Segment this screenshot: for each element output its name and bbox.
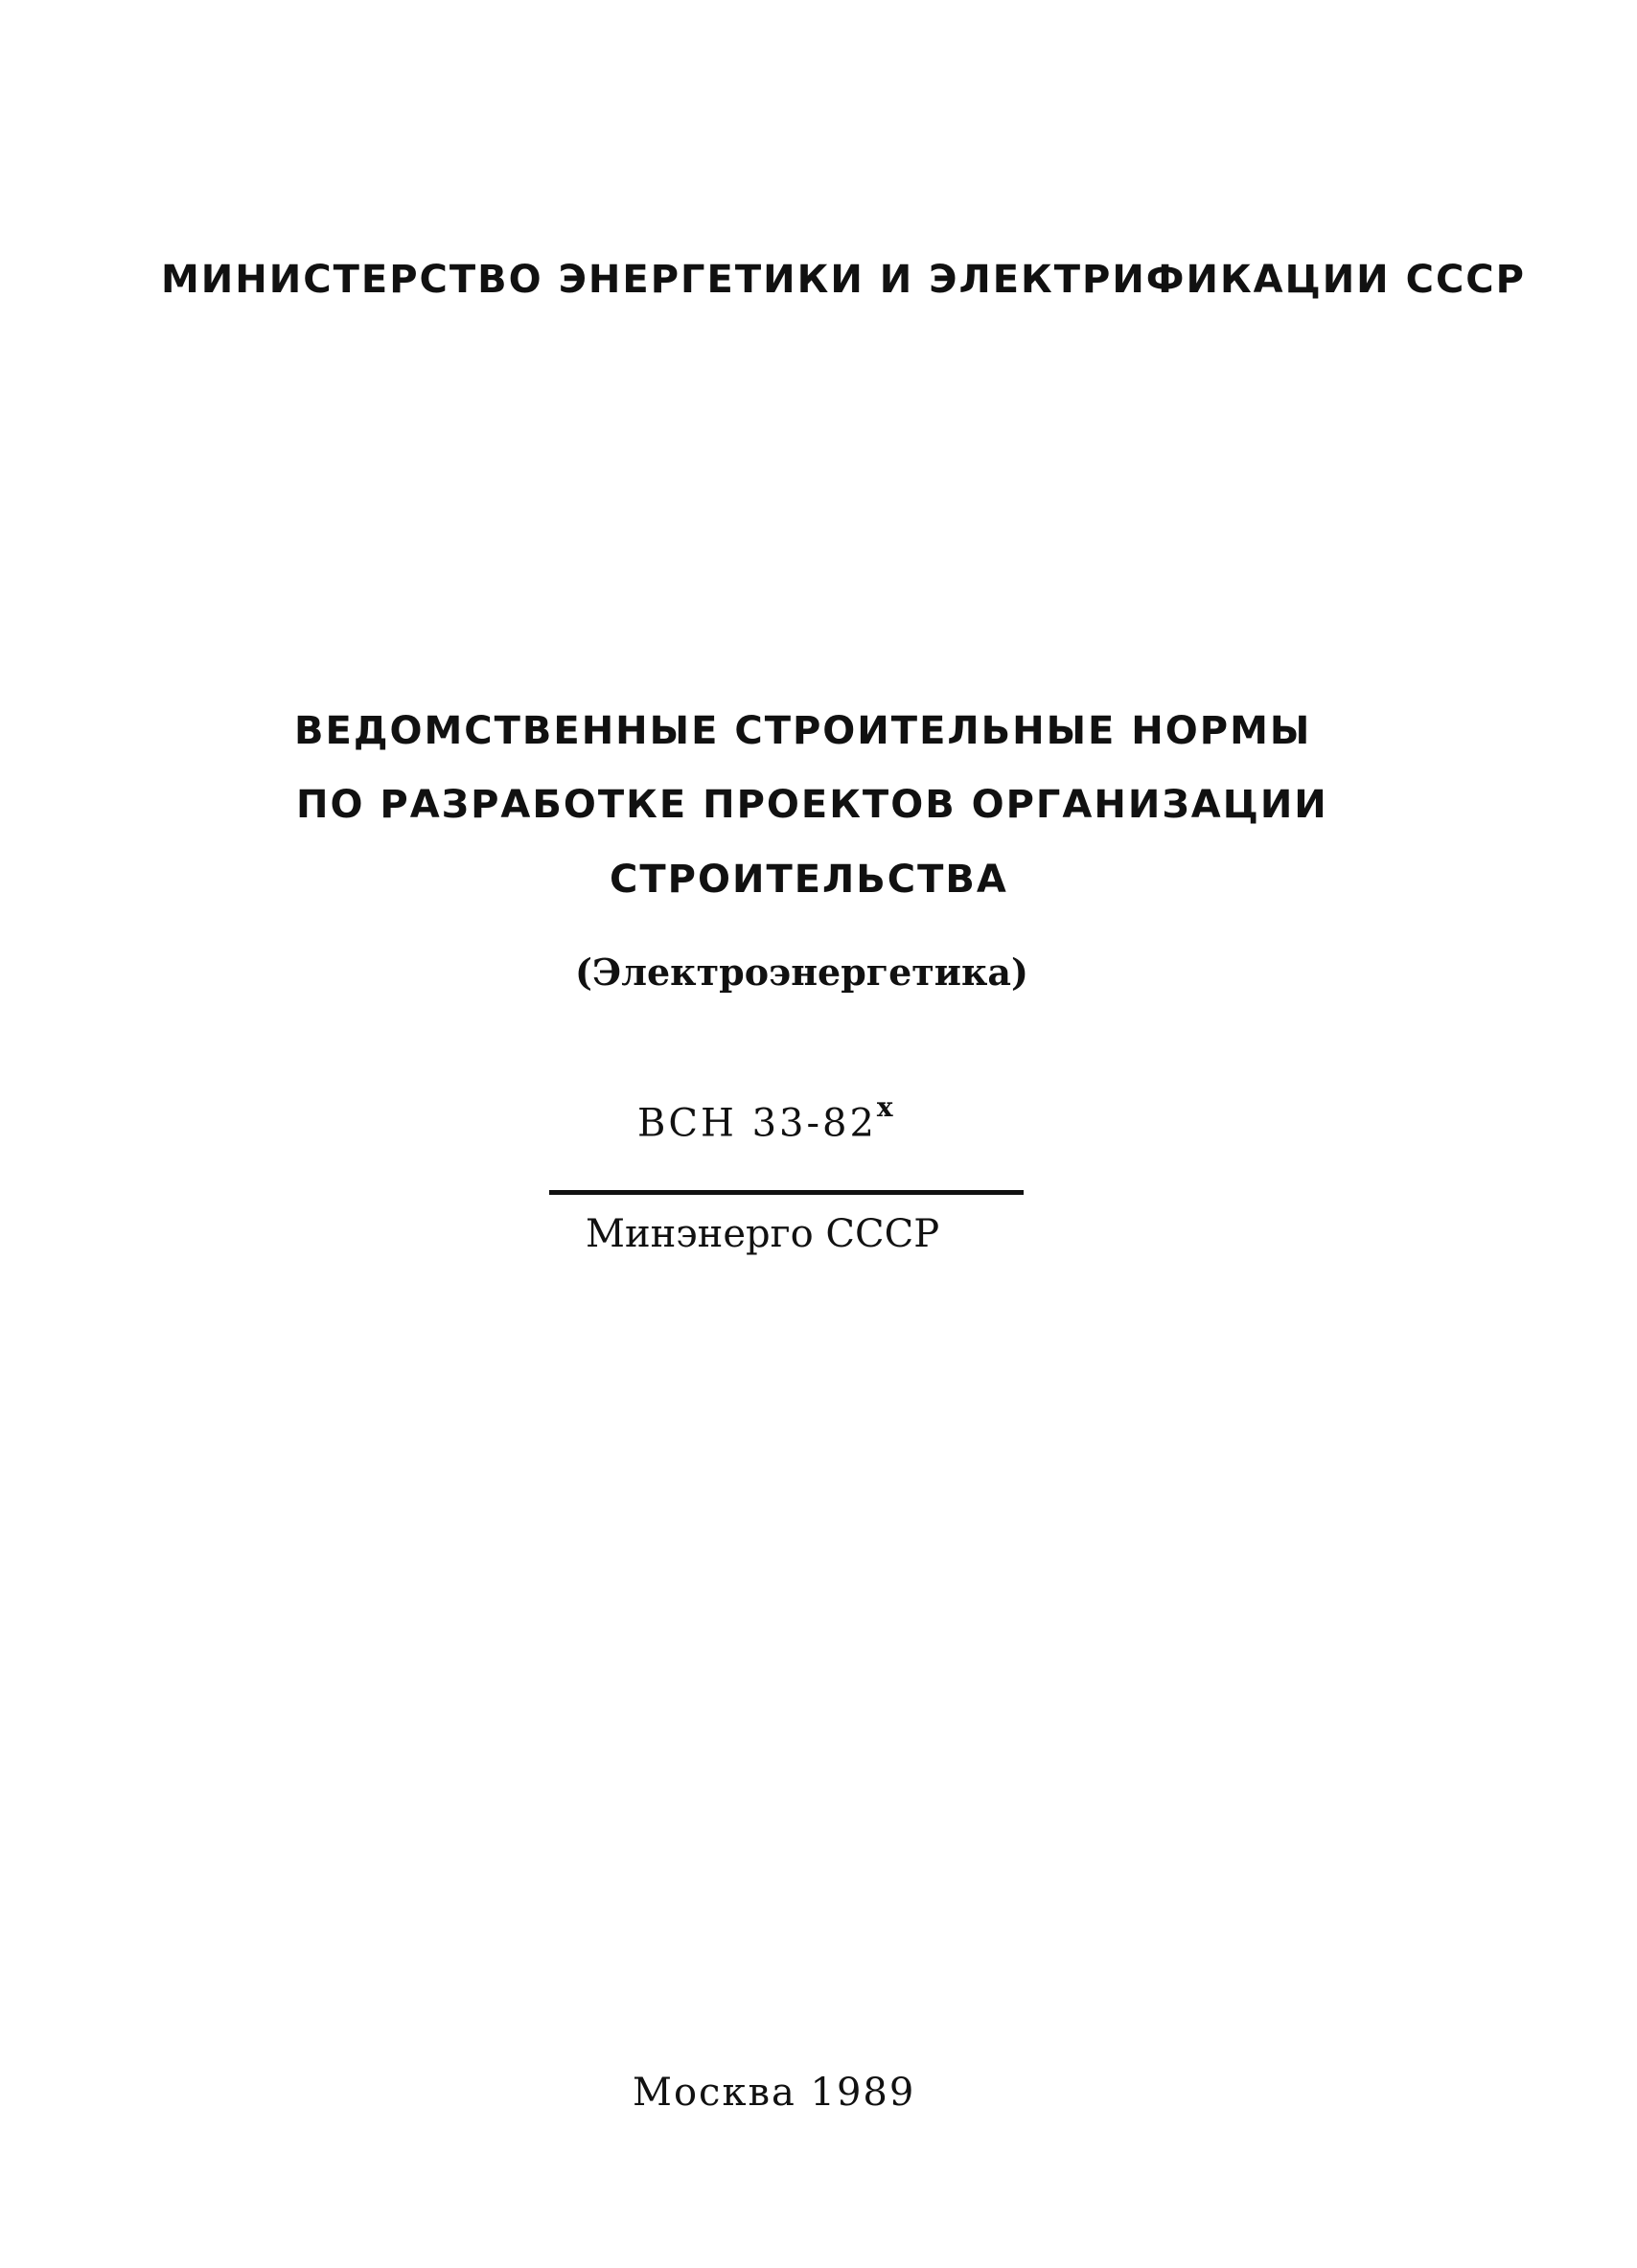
document-title-line-3: СТРОИТЕЛЬСТВА bbox=[610, 858, 1008, 902]
document-code bbox=[637, 1091, 893, 1146]
document-code-mark: x bbox=[876, 1091, 893, 1123]
code-underline-divider bbox=[549, 1190, 1024, 1195]
document-code-number: ВСН 33-82 bbox=[637, 1101, 877, 1146]
document-title-line-2: ПО РАЗРАБОТКЕ ПРОЕКТОВ ОРГАНИЗАЦИИ bbox=[296, 783, 1328, 827]
place-and-year: Москва 1989 bbox=[633, 2071, 916, 2115]
document-subtitle: (Электроэнергетика) bbox=[575, 951, 1029, 994]
document-title-line-1: ВЕДОМСТВЕННЫЕ СТРОИТЕЛЬНЫЕ НОРМЫ bbox=[294, 709, 1312, 753]
ministry-heading: МИНИСТЕРСТВО ЭНЕРГЕТИКИ И ЭЛЕКТРИФИКАЦИИ СССР bbox=[161, 258, 1526, 302]
issuing-authority: Минэнерго СССР bbox=[586, 1212, 940, 1256]
